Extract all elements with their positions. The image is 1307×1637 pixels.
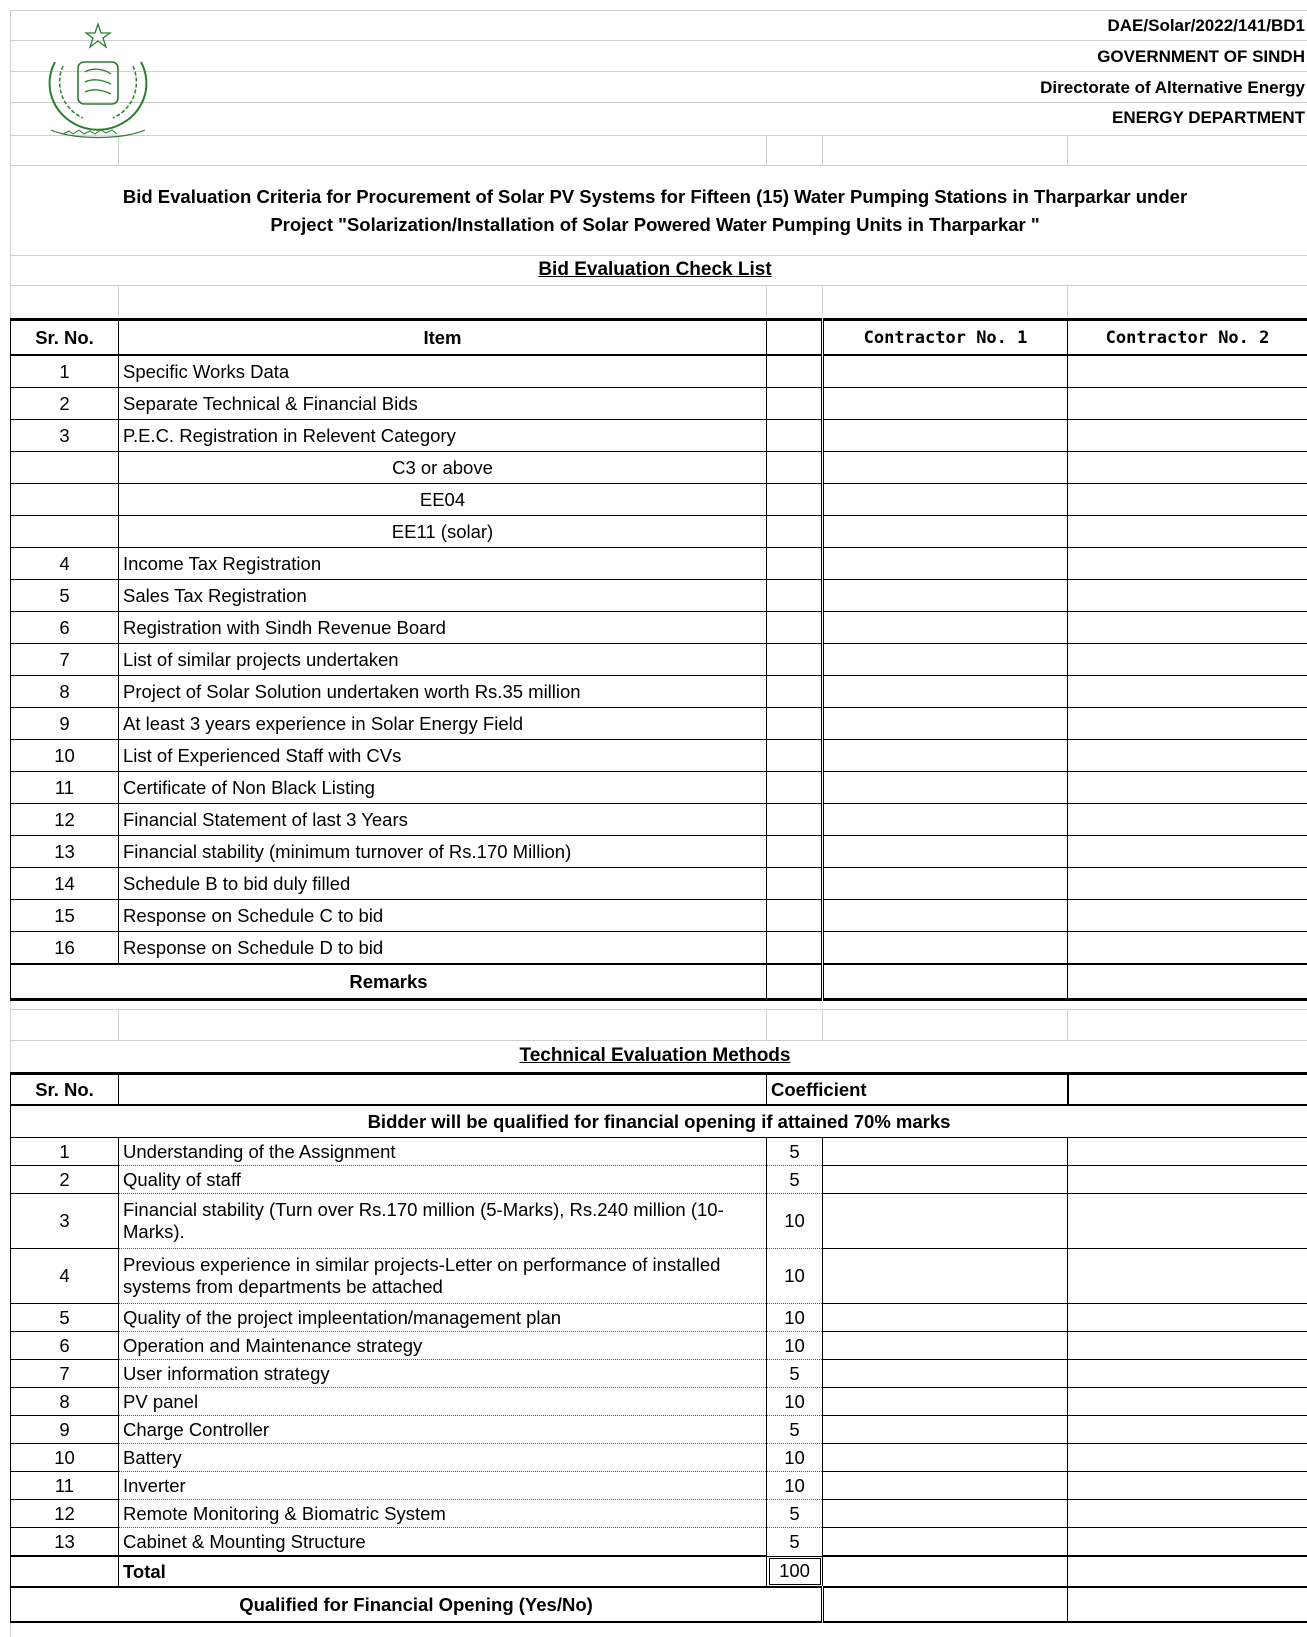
grid-line — [766, 135, 767, 165]
row-contractor-2 — [1068, 1194, 1307, 1249]
row-sr-no: 4 — [11, 1249, 119, 1304]
row-criterion: Battery — [119, 1444, 767, 1472]
checklist-row — [11, 644, 1307, 676]
row-contractor-2 — [1068, 355, 1307, 388]
row-contractor-2 — [1068, 1500, 1307, 1528]
row-contractor-2 — [1068, 484, 1307, 516]
row-item: Specific Works Data — [119, 355, 767, 388]
technical-header-row — [11, 1074, 1307, 1106]
row-sr-no: 1 — [11, 355, 119, 388]
grid-line — [10, 255, 1307, 256]
technical-row — [11, 1444, 1307, 1472]
row-blank — [767, 452, 823, 484]
col-contractor-1: Contractor No. 1 — [823, 320, 1068, 356]
total-contractor-1 — [823, 1556, 1068, 1587]
checklist-heading: Bid Evaluation Check List — [538, 259, 772, 280]
row-sr-no: 5 — [11, 1304, 119, 1332]
row-contractor-2 — [1068, 388, 1307, 420]
row-item: Response on Schedule C to bid — [119, 900, 767, 932]
row-coefficient: 10 — [767, 1304, 823, 1332]
row-contractor-2 — [1068, 580, 1307, 612]
row-sr-no: 4 — [11, 548, 119, 580]
row-coefficient: 5 — [767, 1166, 823, 1194]
row-contractor-1 — [823, 1304, 1068, 1332]
row-sr-no: 2 — [11, 388, 119, 420]
grid-line — [1067, 285, 1068, 317]
row-criterion: Previous experience in similar projects-Letter on performance of installed systems from departments be attached — [119, 1249, 767, 1304]
checklist-row — [11, 676, 1307, 708]
row-coefficient: 5 — [767, 1416, 823, 1444]
row-contractor-2 — [1068, 548, 1307, 580]
row-blank — [767, 804, 823, 836]
row-contractor-1 — [823, 1166, 1068, 1194]
row-contractor-1 — [823, 420, 1068, 452]
qualified-label: Qualified for Financial Opening (Yes/No) — [11, 1587, 823, 1622]
row-criterion: Operation and Maintenance strategy — [119, 1332, 767, 1360]
row-sr-no: 2 — [11, 1166, 119, 1194]
row-contractor-1 — [823, 612, 1068, 644]
technical-row — [11, 1472, 1307, 1500]
grid-line — [822, 285, 823, 317]
row-contractor-1 — [823, 772, 1068, 804]
row-contractor-1 — [823, 1472, 1068, 1500]
grid-line — [10, 1009, 1307, 1010]
row-contractor-1 — [823, 484, 1068, 516]
row-blank — [767, 644, 823, 676]
row-contractor-1 — [823, 388, 1068, 420]
technical-table — [10, 1072, 1307, 1623]
total-contractor-2 — [1068, 1556, 1307, 1587]
row-contractor-2 — [1068, 420, 1307, 452]
row-contractor-2 — [1068, 1528, 1307, 1557]
row-blank — [767, 484, 823, 516]
row-sr-no: 9 — [11, 1416, 119, 1444]
remarks-contractor-1 — [823, 964, 1068, 1000]
technical-heading: Technical Evaluation Methods — [519, 1045, 791, 1066]
row-contractor-2 — [1068, 1360, 1307, 1388]
grid-line — [822, 135, 823, 165]
row-item: Income Tax Registration — [119, 548, 767, 580]
row-criterion: PV panel — [119, 1388, 767, 1416]
row-sr-no: 16 — [11, 932, 119, 965]
row-contractor-1 — [823, 644, 1068, 676]
checklist-row — [11, 420, 1307, 452]
row-contractor-2 — [1068, 644, 1307, 676]
row-contractor-2 — [1068, 676, 1307, 708]
row-contractor-1 — [823, 804, 1068, 836]
grid-line — [118, 1009, 119, 1040]
checklist-row — [11, 516, 1307, 548]
remarks-contractor-2 — [1068, 964, 1307, 1000]
row-contractor-2 — [1068, 740, 1307, 772]
row-contractor-1 — [823, 932, 1068, 965]
col-sr-no: Sr. No. — [11, 1074, 119, 1106]
grid-line — [118, 285, 119, 317]
total-sr-blank — [11, 1556, 119, 1587]
row-item: P.E.C. Registration in Relevent Category — [119, 420, 767, 452]
technical-row — [11, 1304, 1307, 1332]
row-contractor-2 — [1068, 1472, 1307, 1500]
row-contractor-2 — [1068, 516, 1307, 548]
row-item: EE04 — [119, 484, 767, 516]
technical-row — [11, 1332, 1307, 1360]
row-blank — [767, 548, 823, 580]
row-contractor-1 — [823, 1332, 1068, 1360]
row-contractor-2 — [1068, 1388, 1307, 1416]
row-item: List of Experienced Staff with CVs — [119, 740, 767, 772]
row-contractor-1 — [823, 676, 1068, 708]
row-contractor-1 — [823, 1500, 1068, 1528]
row-contractor-1 — [823, 1360, 1068, 1388]
checklist-row — [11, 900, 1307, 932]
row-coefficient: 5 — [767, 1360, 823, 1388]
row-blank — [767, 676, 823, 708]
grid-line — [10, 285, 1307, 286]
col-blank — [767, 320, 823, 356]
checklist-header-row — [11, 320, 1307, 356]
grid-line — [10, 71, 1307, 72]
row-contractor-2 — [1068, 772, 1307, 804]
checklist-row — [11, 804, 1307, 836]
row-sr-no: 7 — [11, 644, 119, 676]
row-sr-no: 11 — [11, 1472, 119, 1500]
row-sr-no: 7 — [11, 1360, 119, 1388]
technical-row — [11, 1528, 1307, 1557]
checklist-row — [11, 932, 1307, 965]
row-coefficient: 5 — [767, 1528, 823, 1557]
row-contractor-1 — [823, 740, 1068, 772]
document-title — [10, 183, 1300, 239]
row-sr-no: 13 — [11, 1528, 119, 1557]
row-blank — [767, 420, 823, 452]
row-sr-no: 5 — [11, 580, 119, 612]
qualification-band-row — [11, 1105, 1307, 1138]
government-seal-logo — [33, 22, 163, 140]
technical-row — [11, 1416, 1307, 1444]
grid-line — [766, 285, 767, 317]
row-sr-no — [11, 516, 119, 548]
technical-row — [11, 1388, 1307, 1416]
row-criterion: Remote Monitoring & Biomatric System — [119, 1500, 767, 1528]
row-blank — [767, 612, 823, 644]
row-contractor-1 — [823, 1528, 1068, 1557]
technical-row — [11, 1360, 1307, 1388]
row-contractor-1 — [823, 836, 1068, 868]
col-coefficient: Coefficient — [767, 1074, 1068, 1106]
row-contractor-1 — [823, 900, 1068, 932]
grid-line — [1067, 135, 1068, 165]
title-line-1: Bid Evaluation Criteria for Procurement of Solar PV Systems for Fifteen (15) Water Pumping Stations in Tharparkar under — [122, 186, 1188, 207]
technical-row — [11, 1166, 1307, 1194]
row-sr-no: 12 — [11, 1500, 119, 1528]
checklist-row — [11, 740, 1307, 772]
row-criterion: Cabinet & Mounting Structure — [119, 1528, 767, 1557]
row-criterion: Quality of the project impleentation/management plan — [119, 1304, 767, 1332]
row-coefficient: 10 — [767, 1194, 823, 1249]
row-blank — [767, 516, 823, 548]
row-sr-no: 9 — [11, 708, 119, 740]
row-item: C3 or above — [119, 452, 767, 484]
row-contractor-2 — [1068, 1138, 1307, 1166]
row-coefficient: 5 — [767, 1138, 823, 1166]
row-blank — [767, 772, 823, 804]
row-blank — [767, 932, 823, 965]
grid-line — [766, 1009, 767, 1040]
checklist-row — [11, 355, 1307, 388]
row-sr-no: 3 — [11, 1194, 119, 1249]
grid-line — [10, 165, 1307, 166]
row-sr-no: 3 — [11, 420, 119, 452]
checklist-row — [11, 708, 1307, 740]
row-contractor-2 — [1068, 612, 1307, 644]
checklist-row — [11, 548, 1307, 580]
row-criterion: Financial stability (Turn over Rs.170 million (5-Marks), Rs.240 million (10-Marks). — [119, 1194, 767, 1249]
row-blank — [767, 868, 823, 900]
row-contractor-1 — [823, 355, 1068, 388]
row-blank — [767, 708, 823, 740]
department-name: ENERGY DEPARTMENT — [1111, 108, 1305, 127]
row-coefficient: 10 — [767, 1388, 823, 1416]
row-sr-no: 6 — [11, 612, 119, 644]
row-contractor-2 — [1068, 1166, 1307, 1194]
qualified-row — [11, 1587, 1307, 1622]
row-blank — [767, 388, 823, 420]
row-sr-no: 10 — [11, 1444, 119, 1472]
row-contractor-2 — [1068, 868, 1307, 900]
row-sr-no: 6 — [11, 1332, 119, 1360]
directorate-name: Directorate of Alternative Energy — [1040, 78, 1305, 97]
col-blank-right — [1068, 1074, 1307, 1106]
row-contractor-2 — [1068, 836, 1307, 868]
row-criterion: Understanding of the Assignment — [119, 1138, 767, 1166]
row-sr-no: 10 — [11, 740, 119, 772]
col-item: Item — [119, 320, 767, 356]
row-contractor-1 — [823, 868, 1068, 900]
row-sr-no — [11, 452, 119, 484]
qualified-contractor-1 — [823, 1587, 1068, 1622]
row-coefficient: 10 — [767, 1472, 823, 1500]
technical-row — [11, 1500, 1307, 1528]
grid-line — [10, 40, 1307, 41]
grid-line — [10, 102, 1307, 103]
checklist-row — [11, 868, 1307, 900]
row-contractor-1 — [823, 516, 1068, 548]
row-sr-no: 13 — [11, 836, 119, 868]
row-blank — [767, 580, 823, 612]
row-contractor-2 — [1068, 1416, 1307, 1444]
technical-row — [11, 1249, 1307, 1304]
grid-line — [10, 1040, 1307, 1041]
checklist-row — [11, 452, 1307, 484]
row-item: Financial Statement of last 3 Years — [119, 804, 767, 836]
row-contractor-1 — [823, 580, 1068, 612]
row-item: List of similar projects undertaken — [119, 644, 767, 676]
row-item: Sales Tax Registration — [119, 580, 767, 612]
remarks-blank — [767, 964, 823, 1000]
row-contractor-1 — [823, 452, 1068, 484]
col-description — [119, 1074, 767, 1106]
row-item: Response on Schedule D to bid — [119, 932, 767, 965]
row-sr-no: 8 — [11, 1388, 119, 1416]
grid-line — [1067, 1009, 1068, 1040]
remarks-label: Remarks — [11, 964, 767, 1000]
row-sr-no: 15 — [11, 900, 119, 932]
row-sr-no: 12 — [11, 804, 119, 836]
row-coefficient: 10 — [767, 1249, 823, 1304]
row-criterion: User information strategy — [119, 1360, 767, 1388]
row-item: Financial stability (minimum turnover of Rs.170 Million) — [119, 836, 767, 868]
row-item: At least 3 years experience in Solar Energy Field — [119, 708, 767, 740]
checklist-row — [11, 836, 1307, 868]
grid-line — [10, 135, 1307, 136]
row-criterion: Inverter — [119, 1472, 767, 1500]
row-item: Certificate of Non Black Listing — [119, 772, 767, 804]
row-contractor-2 — [1068, 932, 1307, 965]
row-contractor-2 — [1068, 708, 1307, 740]
remarks-row — [11, 964, 1307, 1000]
row-blank — [767, 900, 823, 932]
grid-line — [822, 1009, 823, 1040]
row-coefficient: 5 — [767, 1500, 823, 1528]
row-sr-no: 11 — [11, 772, 119, 804]
col-contractor-2: Contractor No. 2 — [1068, 320, 1307, 356]
row-sr-no — [11, 484, 119, 516]
checklist-row — [11, 484, 1307, 516]
row-contractor-2 — [1068, 1304, 1307, 1332]
row-contractor-1 — [823, 1388, 1068, 1416]
row-contractor-2 — [1068, 1444, 1307, 1472]
row-contractor-1 — [823, 548, 1068, 580]
checklist-table — [10, 318, 1307, 1001]
document-reference: DAE/Solar/2022/141/BD1 — [1107, 16, 1305, 35]
row-item: EE11 (solar) — [119, 516, 767, 548]
total-value: 100 — [767, 1556, 823, 1587]
row-contractor-1 — [823, 1138, 1068, 1166]
total-row — [11, 1556, 1307, 1587]
row-contractor-1 — [823, 708, 1068, 740]
row-item: Registration with Sindh Revenue Board — [119, 612, 767, 644]
row-coefficient: 10 — [767, 1444, 823, 1472]
row-item: Separate Technical & Financial Bids — [119, 388, 767, 420]
checklist-row — [11, 772, 1307, 804]
row-contractor-1 — [823, 1249, 1068, 1304]
row-item: Schedule B to bid duly filled — [119, 868, 767, 900]
checklist-row — [11, 612, 1307, 644]
checklist-row — [11, 580, 1307, 612]
technical-row — [11, 1138, 1307, 1166]
qualified-contractor-2 — [1068, 1587, 1307, 1622]
row-criterion: Quality of staff — [119, 1166, 767, 1194]
row-contractor-2 — [1068, 1249, 1307, 1304]
row-item: Project of Solar Solution undertaken worth Rs.35 million — [119, 676, 767, 708]
col-sr-no: Sr. No. — [11, 320, 119, 356]
row-coefficient: 10 — [767, 1332, 823, 1360]
row-sr-no: 14 — [11, 868, 119, 900]
row-contractor-1 — [823, 1444, 1068, 1472]
row-blank — [767, 740, 823, 772]
row-blank — [767, 836, 823, 868]
row-contractor-1 — [823, 1416, 1068, 1444]
technical-row — [11, 1194, 1307, 1249]
total-label: Total — [119, 1556, 767, 1587]
qualification-note: Bidder will be qualified for financial opening if attained 70% marks — [11, 1105, 1307, 1138]
row-contractor-2 — [1068, 452, 1307, 484]
row-contractor-1 — [823, 1194, 1068, 1249]
grid-line — [10, 10, 1307, 11]
row-contractor-2 — [1068, 804, 1307, 836]
row-blank — [767, 355, 823, 388]
title-line-2: Project "Solarization/Installation of Solar Powered Water Pumping Units in Tharparkar " — [270, 214, 1040, 235]
row-contractor-2 — [1068, 900, 1307, 932]
government-name: GOVERNMENT OF SINDH — [1097, 47, 1305, 66]
row-contractor-2 — [1068, 1332, 1307, 1360]
row-sr-no: 1 — [11, 1138, 119, 1166]
row-criterion: Charge Controller — [119, 1416, 767, 1444]
row-sr-no: 8 — [11, 676, 119, 708]
checklist-row — [11, 388, 1307, 420]
